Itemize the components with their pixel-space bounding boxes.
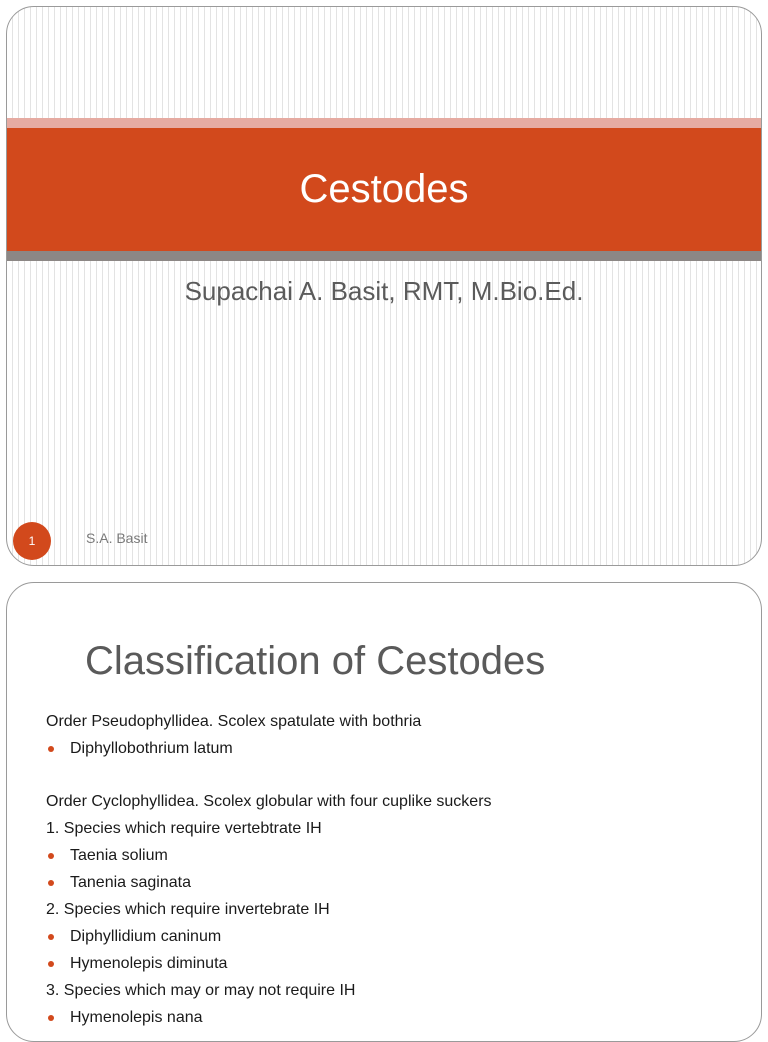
slide-footer: S.A. Basit xyxy=(86,530,148,546)
slide-content xyxy=(46,708,746,1031)
gray-stripe xyxy=(7,251,761,261)
line-text: Order Cyclophyllidea. Scolex globular with four cuplike suckers xyxy=(46,793,492,810)
line-text: Tanenia saginata xyxy=(70,874,191,891)
line-text: 3. Species which may or may not require IH xyxy=(46,982,356,999)
bullet-dot-icon xyxy=(48,1015,54,1021)
spacer xyxy=(46,762,746,788)
line-text: Hymenolepis diminuta xyxy=(70,955,228,972)
line-text: Taenia solium xyxy=(70,847,168,864)
classification-slide xyxy=(6,582,762,1042)
line-text: Order Pseudophyllidea. Scolex spatulate with bothria xyxy=(46,713,422,730)
bullet-dot-icon xyxy=(48,880,54,886)
text-line xyxy=(46,708,746,735)
line-text: 2. Species which require invertebrate IH xyxy=(46,901,330,918)
bullet-item xyxy=(46,869,746,896)
slide-title: Cestodes xyxy=(299,167,469,211)
text-line xyxy=(46,815,746,842)
slide-subtitle: Supachai A. Basit, RMT, M.Bio.Ed. xyxy=(184,276,584,306)
bullet-item xyxy=(46,842,746,869)
bullet-item xyxy=(46,735,746,762)
line-text: Hymenolepis nana xyxy=(70,1009,203,1026)
slide-title: Classification of Cestodes xyxy=(85,639,546,683)
bullet-item xyxy=(46,1004,746,1031)
bullet-dot-icon xyxy=(48,961,54,967)
bullet-item xyxy=(46,923,746,950)
bullet-dot-icon xyxy=(48,934,54,940)
bullet-dot-icon xyxy=(48,746,54,752)
text-line xyxy=(46,788,746,815)
bullet-item xyxy=(46,950,746,977)
line-text: Diphyllidium caninum xyxy=(70,928,222,945)
text-line xyxy=(46,896,746,923)
title-band xyxy=(7,128,761,251)
title-slide xyxy=(6,6,762,566)
line-text: Diphyllobothrium latum xyxy=(70,740,233,757)
text-line xyxy=(46,977,746,1004)
bullet-dot-icon xyxy=(48,853,54,859)
accent-stripe xyxy=(7,118,761,128)
line-text: 1. Species which require vertebtrate IH xyxy=(46,820,322,837)
page-number-badge: 1 xyxy=(13,522,51,560)
